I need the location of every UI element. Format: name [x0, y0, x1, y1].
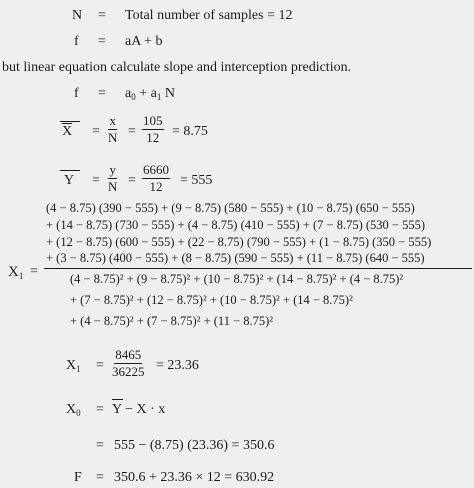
f-symbol: F [74, 470, 82, 485]
intercept-result: 555 − (8.75) (23.36) = 350.6 [114, 438, 275, 453]
x-mean-result: = 8.75 [172, 124, 208, 139]
equals-sign: = [128, 173, 136, 188]
equals-sign: = [96, 438, 104, 453]
equals-sign: = [128, 124, 136, 139]
x-mean-fraction: $\frac{105}{12}$ [143, 113, 163, 145]
explanation-text: but linear equation calculate slope and interception prediction. [2, 60, 352, 75]
equals-sign: = [30, 264, 38, 279]
equals-sign: = [98, 8, 106, 23]
numerator-line-2: + (14 − 8.75) (730 − 555) + (4 − 8.75) (410 − 555) + (7 − 8.75) (530 − 555) [46, 218, 426, 232]
samples-definition: Total number of samples = 12 [125, 8, 293, 23]
x1-symbol: $X_1$ [66, 358, 81, 374]
x0-symbol: $X_0$ [66, 402, 81, 418]
denominator-line-2: + (7 − 8.75)² + (12 − 8.75)² + (10 − 8.75)² + (14 − 8.75)² [70, 293, 353, 307]
equals-sign: = [98, 34, 106, 49]
numerator-line-1: (4 − 8.75) (390 − 555) + (9 − 8.75) (580 − 555) + (10 − 8.75) (650 − 555) [46, 201, 415, 215]
equals-sign: = [96, 470, 104, 485]
equals-sign: = [92, 173, 100, 188]
y-mean-symbol: Y [64, 173, 75, 188]
y-mean-fraction: $\frac{6660}{12}$ [143, 162, 169, 194]
overline [60, 170, 80, 171]
x1-symbol: $X_1$ [8, 264, 24, 281]
x-mean-symbol: $\overline{X}$ [62, 124, 73, 139]
f-symbol: f [74, 34, 79, 49]
overline [60, 121, 80, 122]
numerator-line-3: + (12 − 8.75) (600 − 555) + (22 − 8.75) (790 − 555) + (1 − 8.75) (350 − 555) [46, 235, 432, 249]
numerator-line-4: + (3 − 8.75) (400 − 555) + (8 − 8.75) (590 − 555) + (11 − 8.75) (640 − 555) [46, 251, 425, 265]
linear-model: aA + b [125, 34, 163, 49]
overline [112, 399, 123, 400]
fraction-bar [44, 268, 472, 269]
equals-sign: = [92, 124, 100, 139]
equals-sign: = [96, 358, 104, 373]
intercept-formula: Y − X · x [112, 402, 166, 417]
n-symbol: N [72, 8, 83, 23]
equals-sign: = [98, 86, 106, 101]
y-mean-result: = 555 [180, 173, 213, 188]
regression-equation: $a_0 + a_1$ N [125, 86, 175, 102]
denominator-line-1: (4 − 8.75)² + (9 − 8.75)² + (10 − 8.75)² + (14 − 8.75)² + (4 − 8.75)² [70, 272, 404, 286]
denominator-line-3: + (4 − 8.75)² + (7 − 8.75)² + (11 − 8.75)² [70, 314, 274, 328]
f-symbol: f [74, 86, 79, 101]
x-sum-over-n: $\frac{x}{N}$ [108, 113, 118, 145]
x1-result: = 23.36 [156, 358, 199, 373]
x1-fraction: $\frac{8465}{36225}$ [112, 347, 145, 379]
equals-sign: = [96, 402, 104, 417]
prediction-result: 350.6 + 23.36 × 12 = 630.92 [114, 470, 275, 485]
y-sum-over-n: $\frac{y}{N}$ [108, 162, 118, 194]
